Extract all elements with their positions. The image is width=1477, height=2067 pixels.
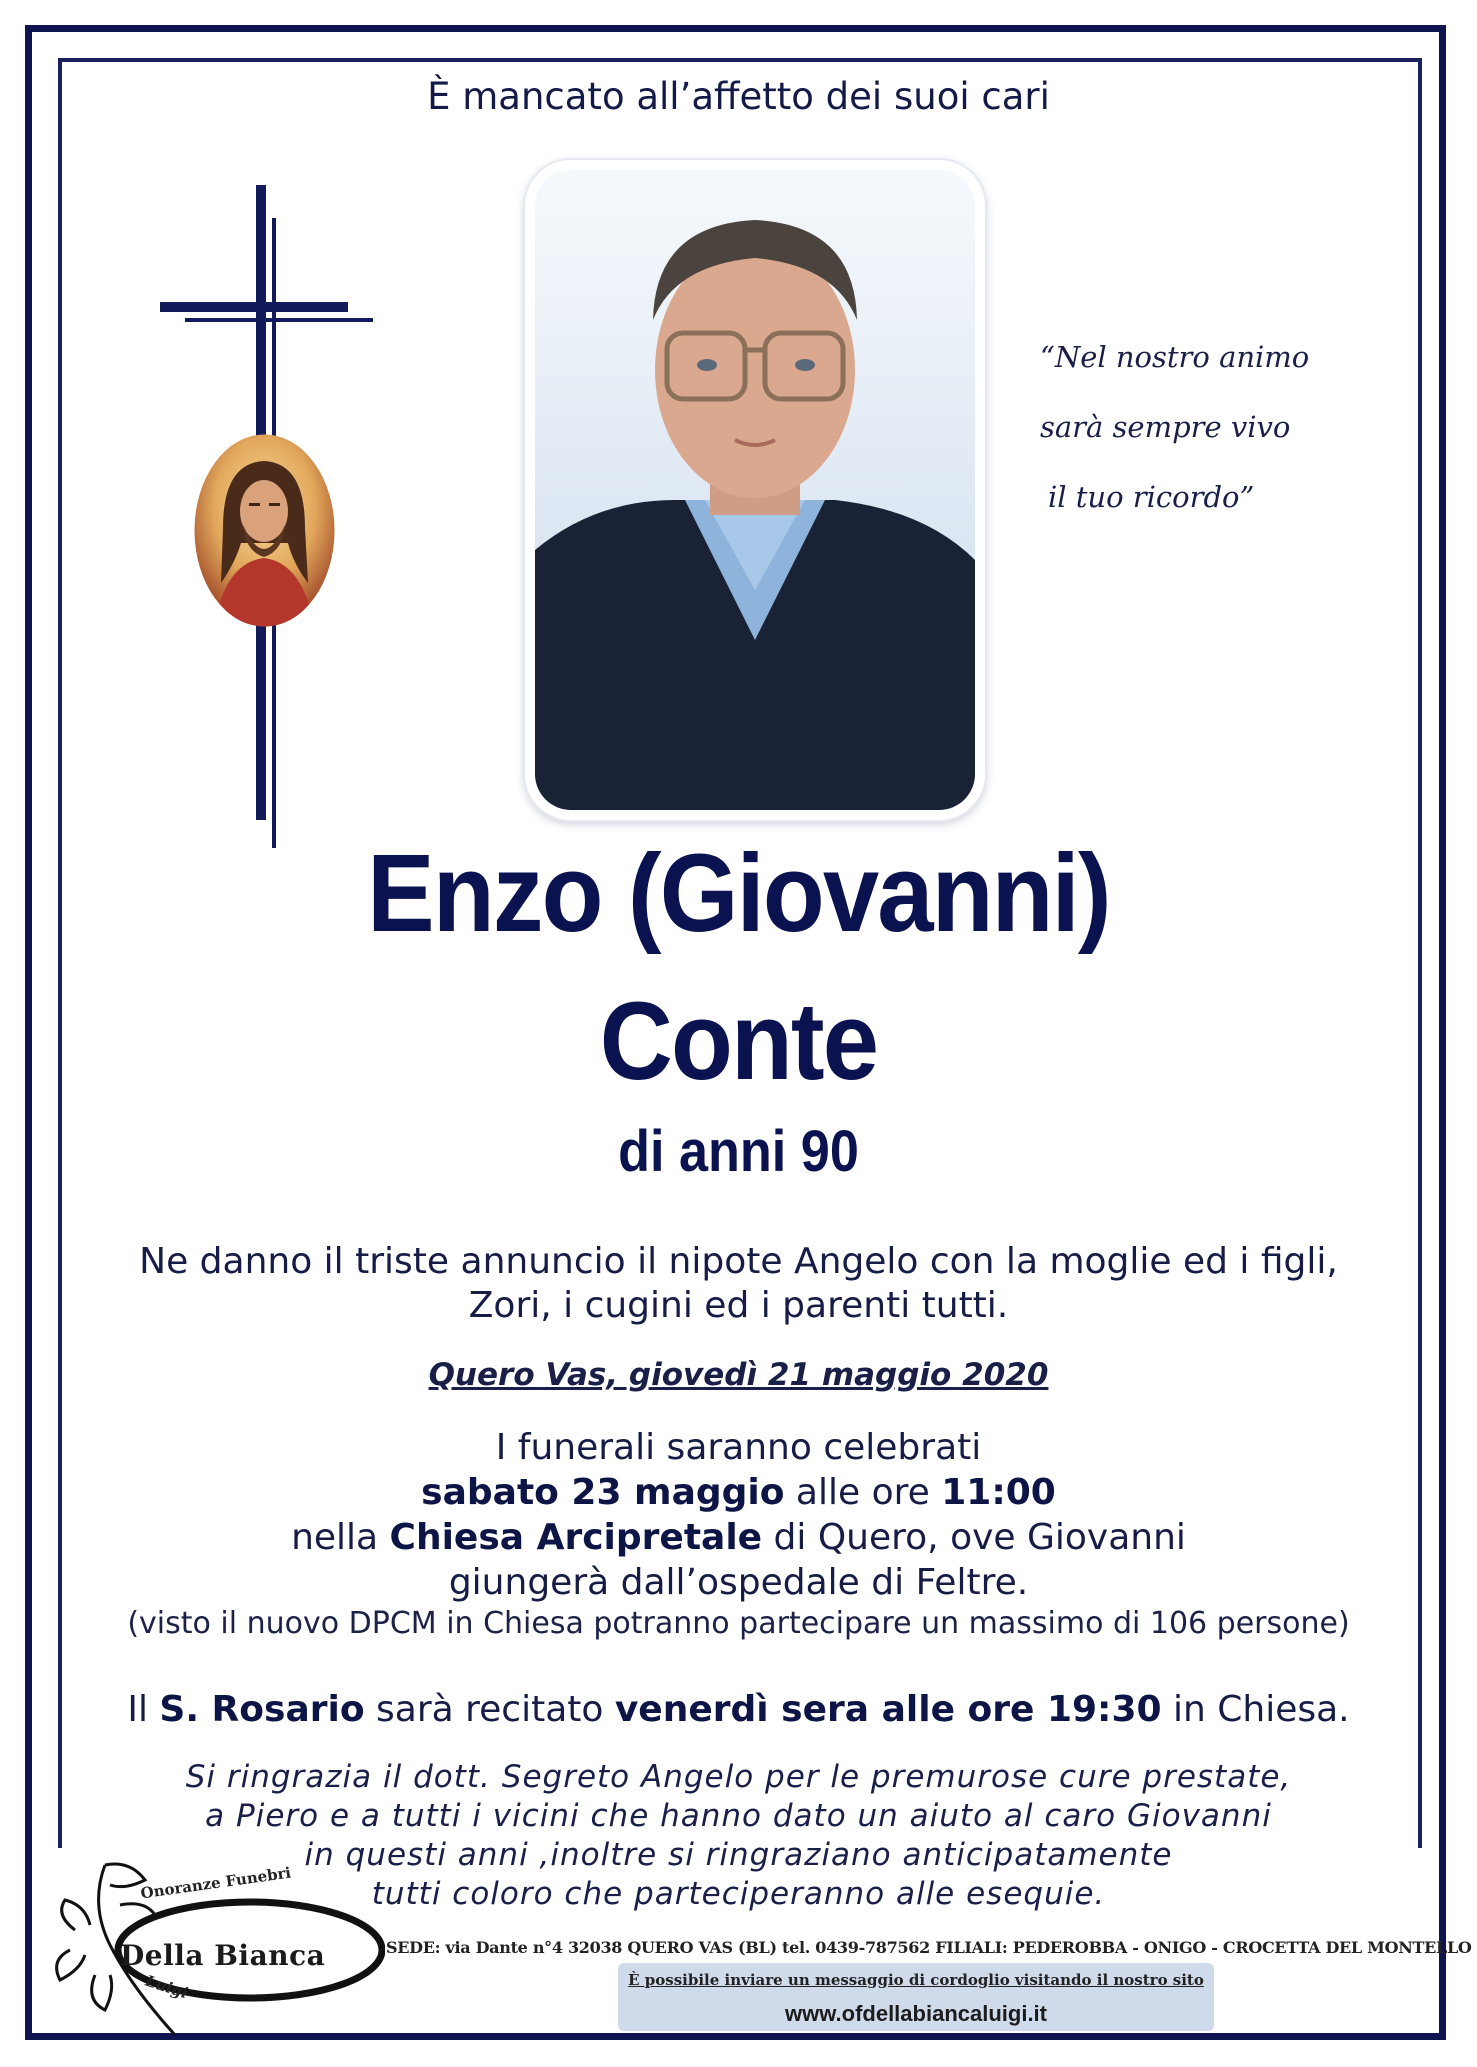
thanks-line: Si ringrazia il dott. Segreto Angelo per le premurose cure prestate, xyxy=(185,1759,1292,1795)
footer-address: SEDE: via Dante n°4 32038 QUERO VAS (BL) tel. 0439-787562 FILIALI: PEDEROBBA - ONIGO - CROCETTA DEL MONTELLO xyxy=(386,1938,1472,1957)
church-prefix: nella xyxy=(291,1517,390,1558)
rosary-suffix: in Chiesa. xyxy=(1161,1689,1350,1730)
announcement-line: Zori, i cugini ed i parenti tutti. xyxy=(468,1285,1009,1326)
church-name: Chiesa Arcipretale xyxy=(389,1517,763,1558)
funeral-day: sabato 23 maggio xyxy=(421,1472,785,1513)
logo-subtitle: Onoranze Funebri xyxy=(139,1863,293,1903)
condolence-note[interactable]: È possibile inviare un messaggio di cordoglio visitando il nostro sito xyxy=(628,1971,1204,1989)
devotional-image xyxy=(193,433,336,628)
rosary-when: venerdì sera alle ore 19:30 xyxy=(614,1689,1162,1730)
deceased-name-line1: Enzo (Giovanni) xyxy=(367,832,1110,955)
dpcm-note: (visto il nuovo DPCM in Chiesa potranno partecipare un massimo di 106 persone) xyxy=(127,1606,1350,1641)
portrait-photo xyxy=(525,160,985,820)
website-box xyxy=(618,1963,1214,2031)
rosary-middle: sarà recitato xyxy=(364,1689,615,1730)
announcement xyxy=(0,1240,1477,1328)
rosary-name: S. Rosario xyxy=(159,1689,365,1730)
intro-text: È mancato all’affetto dei suoi cari xyxy=(427,75,1050,118)
place-date: Quero Vas, giovedì 21 maggio 2020 xyxy=(428,1357,1049,1393)
announcement-line: Ne danno il triste annuncio il nipote Angelo con la moglie ed i figli, xyxy=(139,1241,1338,1282)
memorial-quote xyxy=(1040,322,1320,532)
logo-title: Della Bianca xyxy=(120,1939,326,1972)
deceased-age: di anni 90 xyxy=(618,1119,859,1184)
logo-name: Luigi xyxy=(143,1971,191,2003)
thanks-line: in questi anni ,inoltre si ringraziano anticipatamente xyxy=(304,1837,1173,1873)
funeral-time: 11:00 xyxy=(941,1472,1056,1513)
funeral-line: giungerà dall’ospedale di Feltre. xyxy=(448,1562,1029,1603)
website-link[interactable]: www.ofdellabiancaluigi.it xyxy=(785,2001,1047,2026)
funeral-datetime xyxy=(0,1470,1477,1515)
thanks-line: tutti coloro che parteciperanno alle esequie. xyxy=(371,1876,1106,1912)
funeral-line: I funerali saranno celebrati xyxy=(495,1427,982,1468)
funeral-info xyxy=(0,1425,1477,1605)
deceased-name-line2: Conte xyxy=(599,980,878,1103)
quote-line: “Nel nostro animo xyxy=(1040,340,1310,374)
church-suffix: di Quero, ove Giovanni xyxy=(762,1517,1186,1558)
funeral-time-prefix: alle ore xyxy=(784,1472,942,1513)
rosary-info xyxy=(0,1688,1477,1732)
thanks-line: a Piero e a tutti i vicini che hanno dato un aiuto al caro Giovanni xyxy=(205,1798,1272,1834)
rosary-prefix: Il xyxy=(127,1689,160,1730)
quote-line: sarà sempre vivo xyxy=(1040,410,1291,444)
funeral-church xyxy=(0,1515,1477,1560)
quote-line: il tuo ricordo” xyxy=(1048,480,1255,514)
